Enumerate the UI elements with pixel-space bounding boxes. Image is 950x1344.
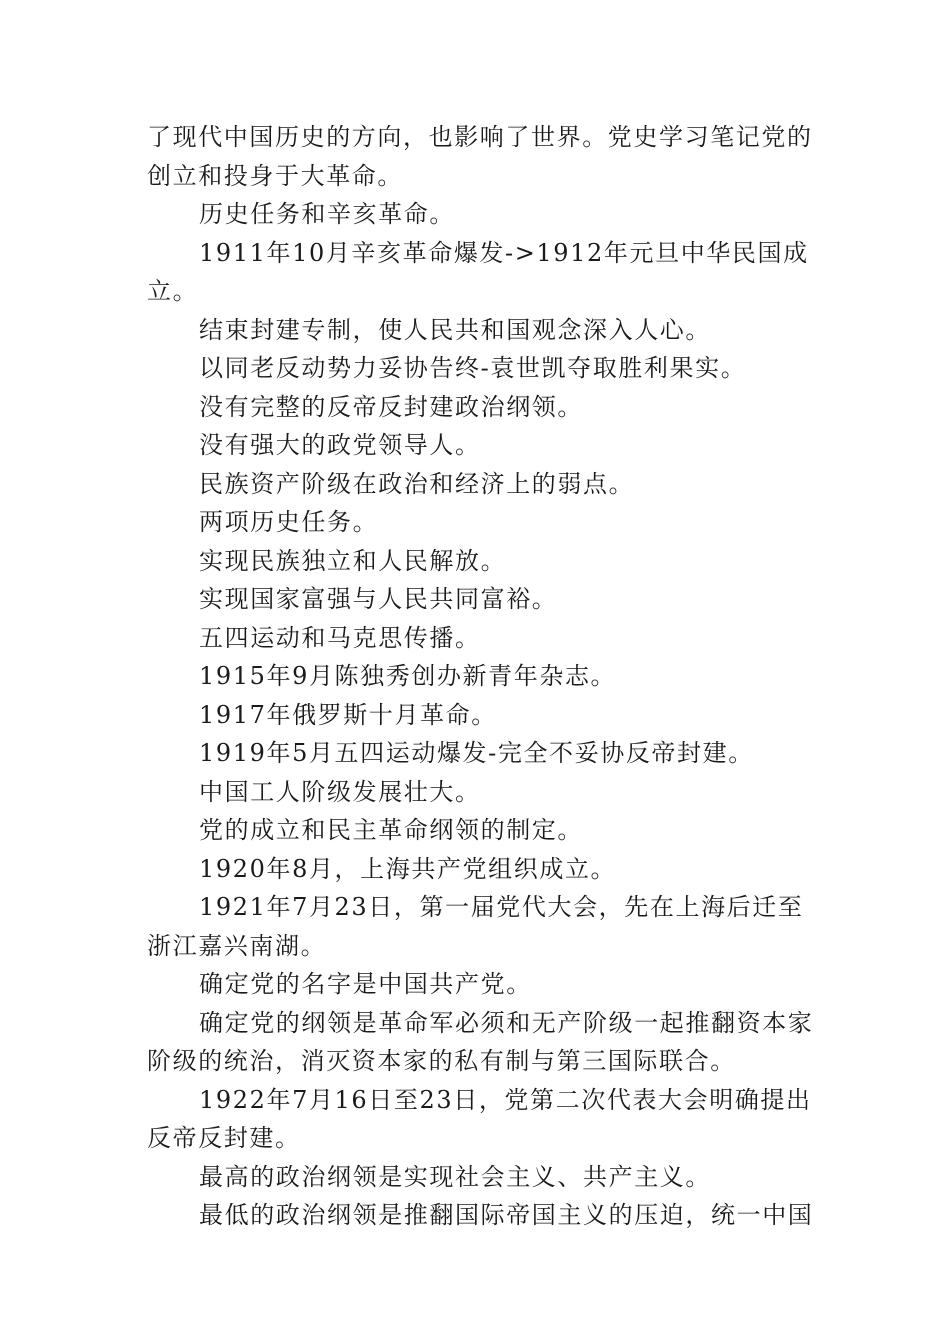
paragraph: 党的成立和民主革命纲领的制定。 [199, 816, 583, 844]
paragraph: 民族资产阶级在政治和经济上的弱点。 [199, 469, 635, 498]
paragraph: 没有强大的政党领导人。 [199, 431, 481, 459]
paragraph: 确定党的名字是中国共产党。 [199, 970, 532, 998]
paragraph: 最高的政治纲领是实现社会主义、共产主义。 [199, 1162, 711, 1191]
paragraph: 历史任务和辛亥革命。 [199, 200, 455, 228]
document-body [147, 118, 827, 1235]
paragraph: 1921年7月23日，第一届党代大会，先在上海后迁至浙江嘉兴南湖。 [147, 893, 804, 960]
paragraph: 确定党的纲领是革命军必须和无产阶级一起推翻资本家阶级的统治，消灭资本家的私有制与第三国际联合。 [147, 1008, 814, 1075]
paragraph: 1915年9月陈独秀创办新青年杂志。 [199, 662, 617, 690]
paragraph: 以同老反动势力妥协告终-袁世凯夺取胜利果实。 [199, 354, 747, 382]
paragraph: 了现代中国历史的方向，也影响了世界。党史学习笔记党的创立和投身于大革命。 [147, 123, 813, 190]
paragraph: 1922年7月16日至23日，党第二次代表大会明确提出反帝反封建。 [147, 1085, 812, 1152]
paragraph: 最低的政治纲领是推翻国际帝国主义的压迫，统一中国 [199, 1201, 814, 1229]
paragraph: 1919年5月五四运动爆发-完全不妥协反帝封建。 [199, 739, 754, 767]
paragraph: 1911年10月辛亥革命爆发->1912年元旦中华民国成立。 [147, 238, 809, 305]
paragraph: 结束封建专制，使人民共和国观念深入人心。 [199, 315, 711, 344]
paragraph: 两项历史任务。 [199, 508, 379, 536]
paragraph: 没有完整的反帝反封建政治纲领。 [199, 392, 583, 421]
paragraph: 五四运动和马克思传播。 [199, 623, 481, 652]
paragraph: 中国工人阶级发展壮大。 [199, 777, 481, 806]
paragraph: 1920年8月，上海共产党组织成立。 [199, 854, 617, 883]
paragraph: 1917年俄罗斯十月革命。 [199, 700, 497, 729]
paragraph: 实现民族独立和人民解放。 [199, 546, 507, 575]
paragraph: 实现国家富强与人民共同富裕。 [199, 585, 558, 613]
